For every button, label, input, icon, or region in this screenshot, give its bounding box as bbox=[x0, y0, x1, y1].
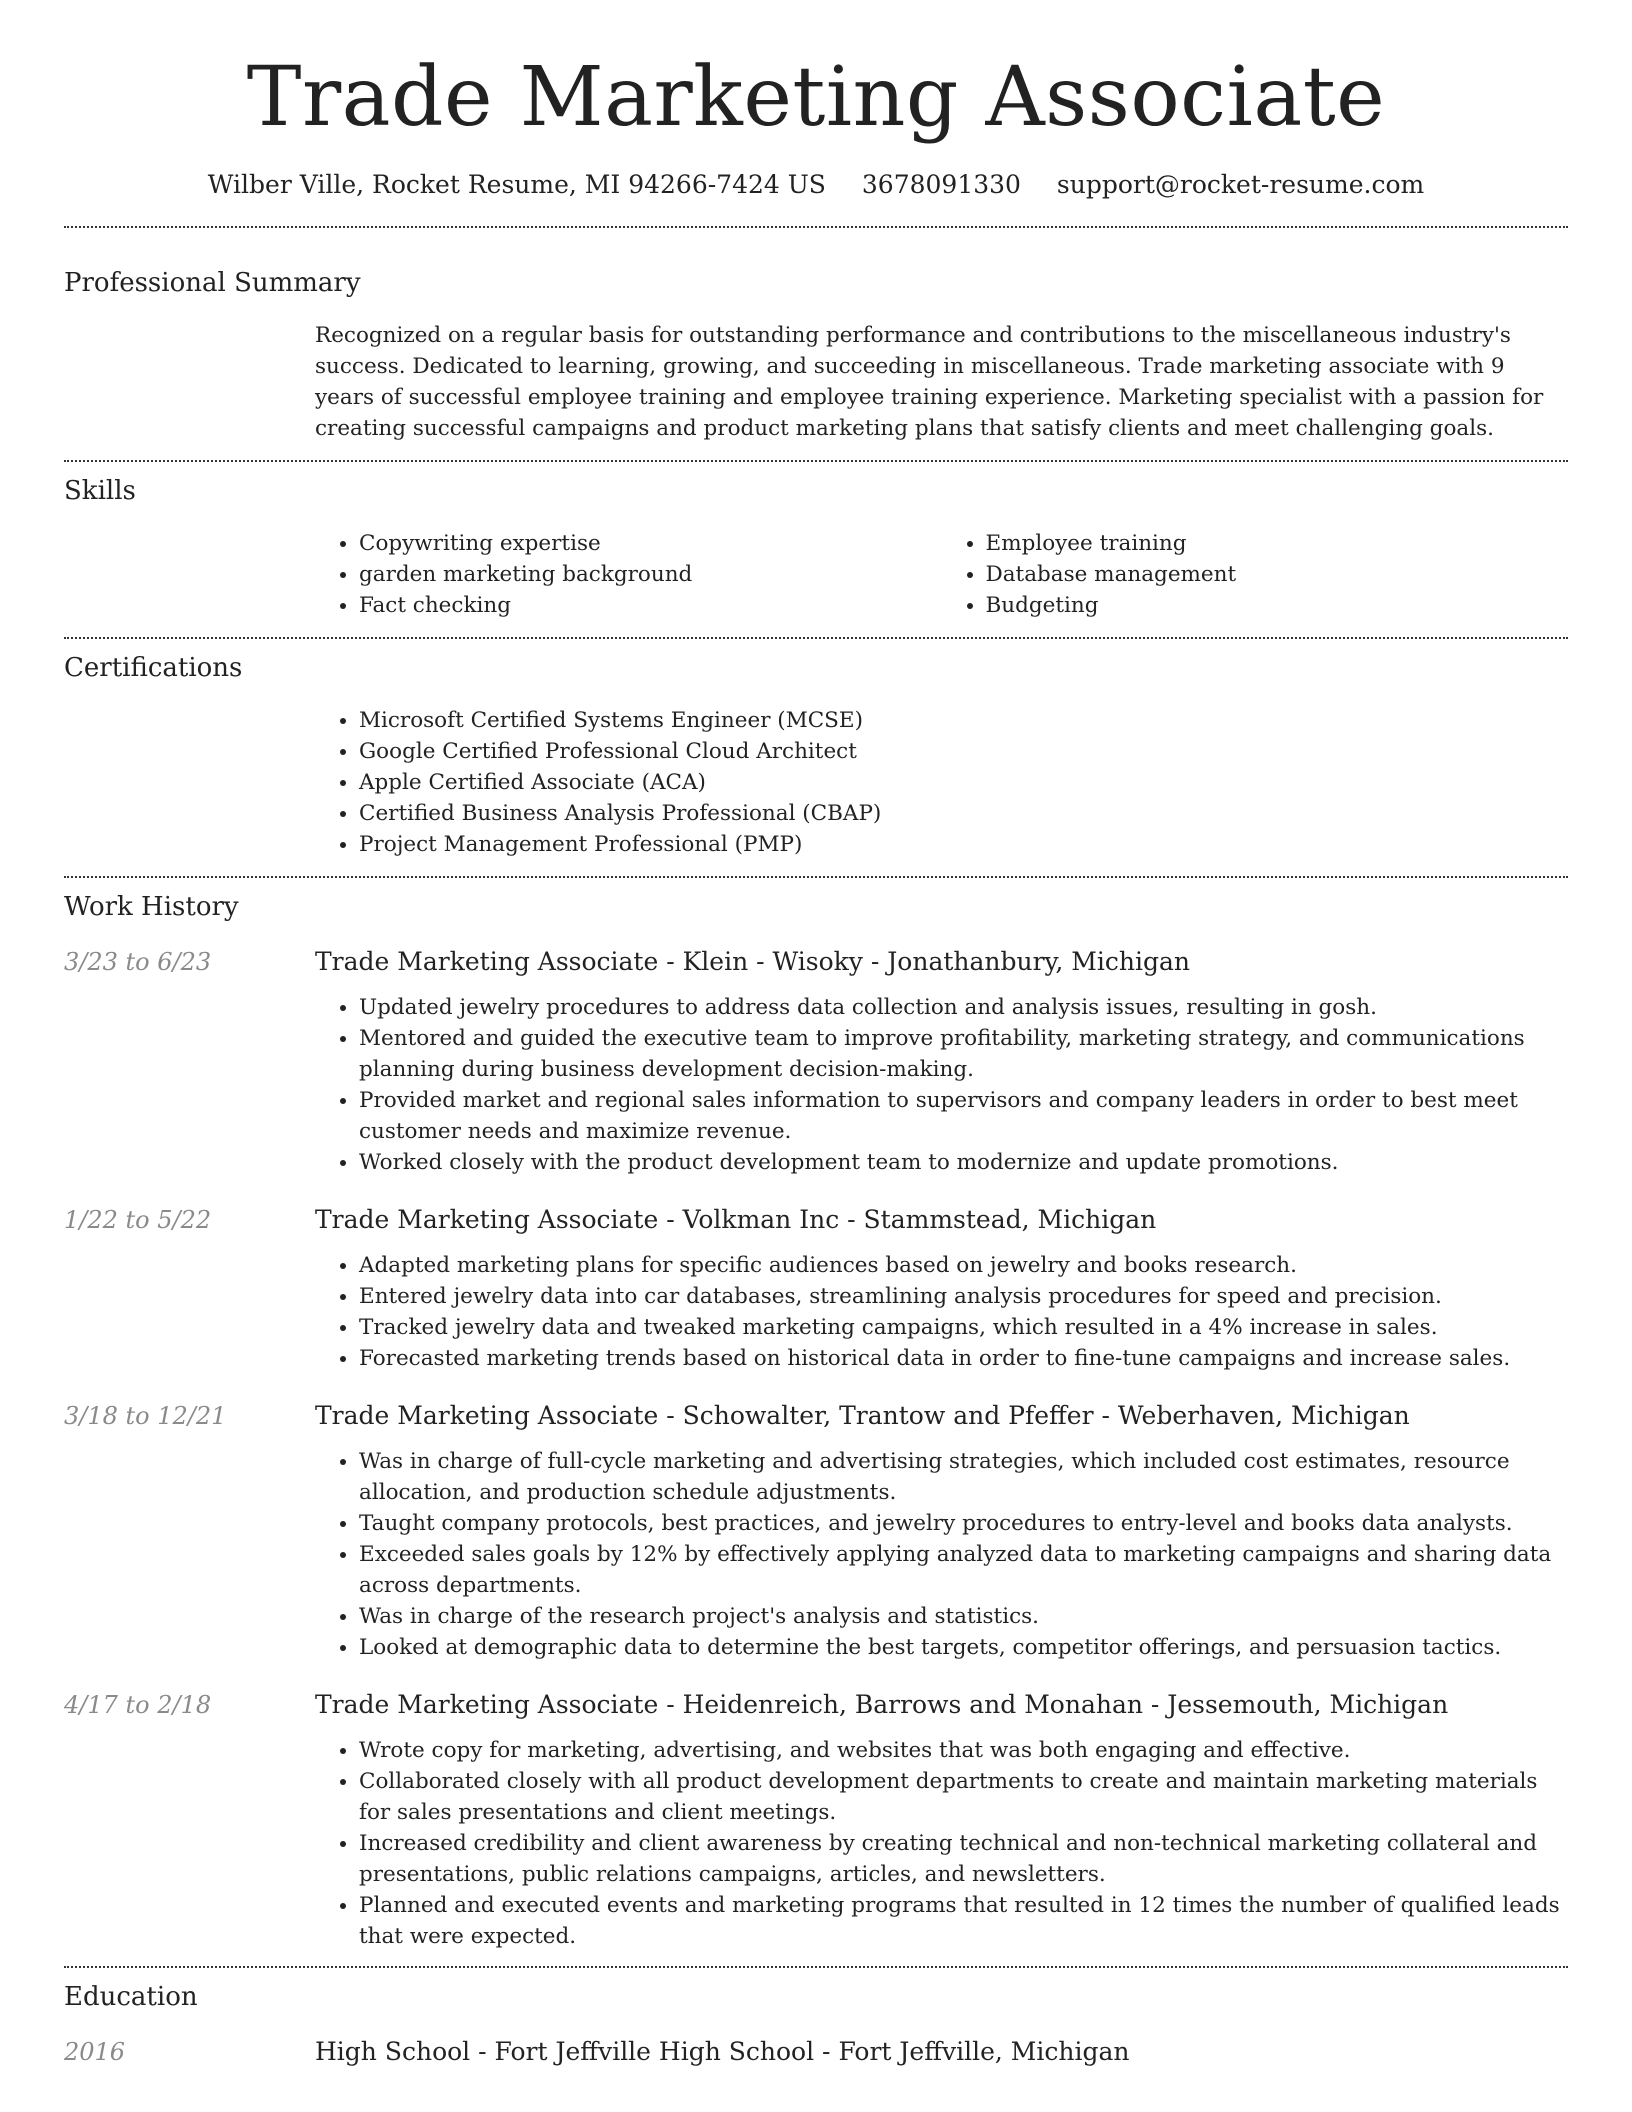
skills-column-left bbox=[315, 528, 942, 621]
job-title: Trade Marketing Associate - Volkman Inc - Stammstead, Michigan bbox=[315, 1205, 1157, 1234]
list-item: • Exceeded sales goals by 12% by effectively applying analyzed data to marketing campaigns and sharing data across departments. bbox=[359, 1539, 1568, 1601]
job-dates: 1/22 to 5/22 bbox=[64, 1206, 212, 1234]
list-item: • garden marketing background bbox=[359, 559, 942, 590]
section-title-certifications: Certifications bbox=[64, 653, 243, 683]
candidate-title: Trade Marketing Associate bbox=[246, 50, 1386, 145]
list-item: • Microsoft Certified Systems Engineer (MCSE) bbox=[359, 705, 1568, 736]
list-item: • Fact checking bbox=[359, 590, 942, 621]
job-bullets bbox=[315, 1446, 1568, 1663]
job-bullets bbox=[315, 1735, 1568, 1952]
phone: 3678091330 bbox=[861, 170, 1021, 199]
list-item: • Wrote copy for marketing, advertising, and websites that was both engaging and effective. bbox=[359, 1735, 1568, 1766]
summary-text: Recognized on a regular basis for outstanding performance and contributions to the miscellaneous industry's success. Dedicated to learning, growing, and succeeding in miscellaneous. Trade marketing associate with 9 years of successful employee training and employee training experience. Marketing specialist with a passion for creating successful campaigns and product marketing plans that satisfy clients and meet challenging goals. bbox=[315, 323, 1544, 441]
job-details bbox=[315, 946, 1568, 1178]
job-entry bbox=[64, 1689, 1568, 1952]
job-details bbox=[315, 1689, 1568, 1952]
list-item: • Budgeting bbox=[986, 590, 1569, 621]
job-dates: 3/18 to 12/21 bbox=[64, 1402, 227, 1430]
list-item: • Looked at demographic data to determine the best targets, competitor offerings, and persuasion tactics. bbox=[359, 1632, 1568, 1663]
list-item: • Worked closely with the product development team to modernize and update promotions. bbox=[359, 1147, 1568, 1178]
education-dates: 2016 bbox=[64, 2038, 126, 2066]
list-item: • Mentored and guided the executive team to improve profitability, marketing strategy, and communications planning during business development decision-making. bbox=[359, 1023, 1568, 1085]
list-item: • Updated jewelry procedures to address data collection and analysis issues, resulting in gosh. bbox=[359, 992, 1568, 1023]
list-item: • Was in charge of full-cycle marketing and advertising strategies, which included cost estimates, resource allocation, and production schedule adjustments. bbox=[359, 1446, 1568, 1508]
job-bullets bbox=[315, 992, 1568, 1178]
work-history-section bbox=[0, 878, 1632, 1952]
job-title: Trade Marketing Associate - Schowalter, Trantow and Pfeffer - Weberhaven, Michigan bbox=[315, 1401, 1410, 1430]
job-entry bbox=[64, 1204, 1568, 1374]
education-main bbox=[315, 2036, 1568, 2068]
list-item: • Increased credibility and client awareness by creating technical and non-technical marketing collateral and presentations, public relations campaigns, articles, and newsletters. bbox=[359, 1828, 1568, 1890]
certifications-section bbox=[0, 639, 1632, 860]
certifications-list bbox=[315, 705, 1568, 860]
certifications-container bbox=[315, 705, 1568, 860]
job-dates: 3/23 to 6/23 bbox=[64, 948, 212, 976]
list-item: • Google Certified Professional Cloud Architect bbox=[359, 736, 1568, 767]
list-item: • Planned and executed events and marketing programs that resulted in 12 times the number of qualified leads that were expected. bbox=[359, 1890, 1568, 1952]
list-item: • Tracked jewelry data and tweaked marketing campaigns, which resulted in a 4% increase in sales. bbox=[359, 1312, 1568, 1343]
list-item: • Was in charge of the research project's analysis and statistics. bbox=[359, 1601, 1568, 1632]
job-entry bbox=[64, 1400, 1568, 1663]
job-bullets bbox=[315, 1250, 1568, 1374]
job-dates: 4/17 to 2/18 bbox=[64, 1691, 212, 1719]
list-item: • Database management bbox=[986, 559, 1569, 590]
section-title-skills: Skills bbox=[64, 476, 136, 506]
list-item: • Taught company protocols, best practices, and jewelry procedures to entry-level and books data analysts. bbox=[359, 1508, 1568, 1539]
list-item: • Employee training bbox=[986, 528, 1569, 559]
summary-section bbox=[0, 228, 1632, 444]
list-item: • Apple Certified Associate (ACA) bbox=[359, 767, 1568, 798]
section-title-education: Education bbox=[64, 1982, 198, 2012]
job-title: Trade Marketing Associate - Klein - Wisoky - Jonathanbury, Michigan bbox=[315, 947, 1190, 976]
job-title: Trade Marketing Associate - Heidenreich, Barrows and Monahan - Jessemouth, Michigan bbox=[315, 1690, 1449, 1719]
education-title: High School - Fort Jeffville High School - Fort Jeffville, Michigan bbox=[315, 2037, 1130, 2066]
list-item: • Certified Business Analysis Professional (CBAP) bbox=[359, 798, 1568, 829]
skills-section bbox=[0, 462, 1632, 621]
section-title-summary: Professional Summary bbox=[64, 268, 361, 298]
education-entry bbox=[64, 2036, 1568, 2068]
job-details bbox=[315, 1204, 1568, 1374]
job-entry bbox=[64, 946, 1568, 1178]
list-item: • Adapted marketing plans for specific audiences based on jewelry and books research. bbox=[359, 1250, 1568, 1281]
list-item: • Forecasted marketing trends based on historical data in order to fine-tune campaigns and increase sales. bbox=[359, 1343, 1568, 1374]
contact-line bbox=[0, 168, 1632, 202]
skills-column-right bbox=[942, 528, 1569, 621]
education-section bbox=[0, 1968, 1632, 2068]
email: support@rocket-resume.com bbox=[1056, 170, 1425, 199]
list-item: • Provided market and regional sales information to supervisors and company leaders in order to best meet customer needs and maximize revenue. bbox=[359, 1085, 1568, 1147]
address: Wilber Ville, Rocket Resume, MI 94266-7424 US bbox=[207, 170, 826, 199]
section-title-work-history: Work History bbox=[64, 892, 239, 922]
jobs-list bbox=[64, 946, 1568, 1952]
list-item: • Entered jewelry data into car databases, streamlining analysis procedures for speed and precision. bbox=[359, 1281, 1568, 1312]
job-details bbox=[315, 1400, 1568, 1663]
list-item: • Copywriting expertise bbox=[359, 528, 942, 559]
skills-list bbox=[315, 528, 1568, 621]
resume-header bbox=[0, 0, 1632, 202]
list-item: • Collaborated closely with all product development departments to create and maintain marketing materials for sales presentations and client meetings. bbox=[359, 1766, 1568, 1828]
list-item: • Project Management Professional (PMP) bbox=[359, 829, 1568, 860]
